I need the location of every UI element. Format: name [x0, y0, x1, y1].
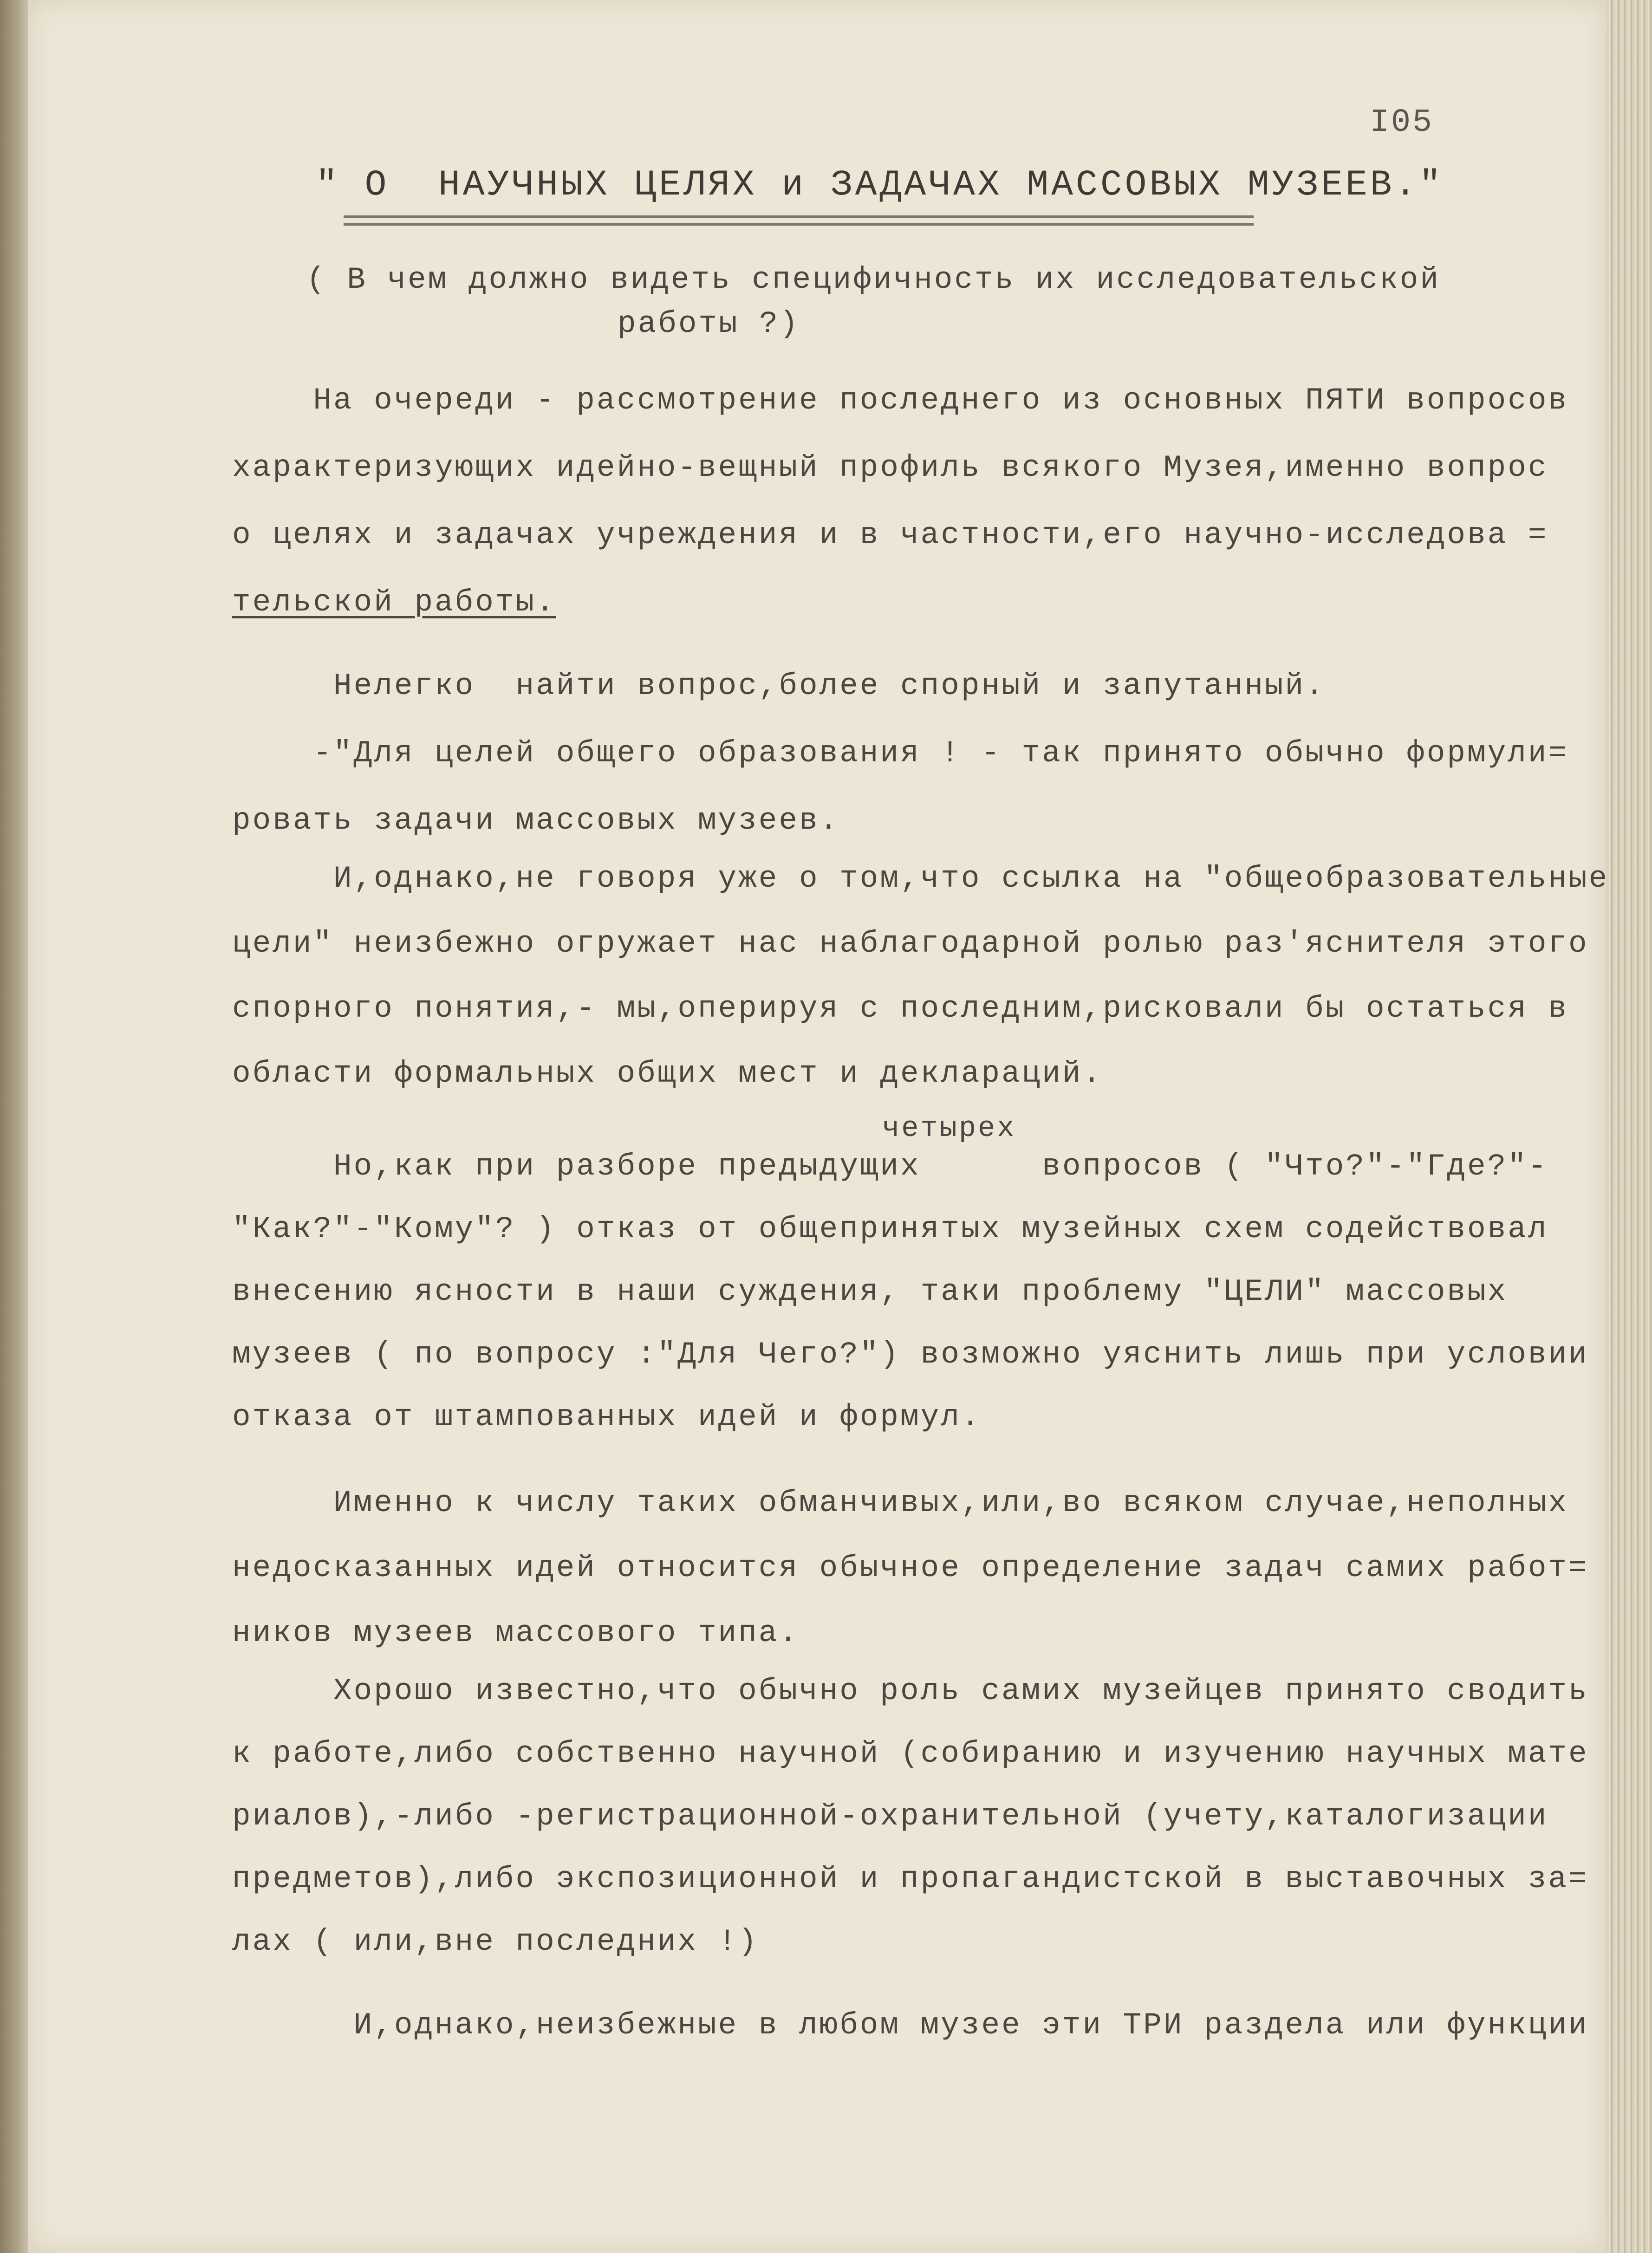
body-line: характеризующих идейно-вещный профиль всякого Музея,именно вопрос — [232, 450, 1548, 485]
body-line: риалов),-либо -регистрационной-охранительной (учету,каталогизации — [232, 1799, 1548, 1834]
body-line: Нелегко найти вопрос,более спорный и запутанный. — [232, 669, 1326, 703]
body-line: внесению ясности в наши суждения, таки проблему "ЦЕЛИ" массовых — [232, 1274, 1508, 1309]
body-line: ников музеев массового типа. — [232, 1616, 799, 1650]
body-line: И,однако,неизбежные в любом музее эти ТРИ раздела или функции — [232, 2008, 1589, 2043]
title-double-underline — [344, 213, 1254, 228]
body-line: На очереди - рассмотрение последнего из основных ПЯТИ вопросов — [232, 383, 1569, 418]
body-line: ровать задачи массовых музеев. — [232, 803, 840, 838]
body-line: цели" неизбежно огружает нас наблагодарной ролью раз'яснителя этого — [232, 926, 1589, 961]
body-line: "Как?"-"Кому"? ) отказ от общепринятых музейных схем содействовал — [232, 1212, 1548, 1247]
body-line: предметов),либо экспозиционной и пропагандистской в выставочных за= — [232, 1862, 1589, 1896]
body-line: -"Для целей общего образования ! - так принято обычно формули= — [232, 736, 1569, 771]
subtitle-line-1: ( В чем должно видеть специфичность их исследовательской — [306, 262, 1440, 297]
body-line: спорного понятия,- мы,оперируя с последним,рисковали бы остаться в — [232, 991, 1569, 1026]
body-line: отказа от штампованных идей и формул. — [232, 1400, 982, 1435]
page-number: I05 — [1370, 104, 1434, 141]
subtitle-line-2: работы ?) — [618, 306, 800, 341]
page-stack-edge — [1601, 0, 1652, 2253]
body-line: области формальных общих мест и деклараций. — [232, 1056, 1103, 1091]
body-line: лах ( или,вне последних !) — [232, 1924, 759, 1959]
interlinear-insertion: четырех — [882, 1112, 1016, 1145]
body-line: И,однако,не говоря уже о том,что ссылка на "общеобразовательные — [232, 861, 1609, 896]
body-line: к работе,либо собственно научной (собиранию и изучению научных мате — [232, 1736, 1589, 1771]
body-line: Но,как при разборе предыдущих вопросов ( "Что?"-"Где?"- — [232, 1149, 1548, 1184]
typewritten-page — [28, 0, 1609, 2253]
body-line: Хорошо известно,что обычно роль самих музейцев принято сводить — [232, 1674, 1589, 1708]
document-title: " О НАУЧНЫХ ЦЕЛЯХ и ЗАДАЧАХ МАССОВЫХ МУЗЕЕВ." — [316, 165, 1444, 206]
body-line: Именно к числу таких обманчивых,или,во всяком случае,неполных — [232, 1486, 1569, 1520]
body-line: тельской работы. — [232, 585, 556, 620]
body-line: музеев ( по вопросу :"Для Чего?") возможно уяснить лишь при условии — [232, 1337, 1589, 1372]
body-line: недосказанных идей относится обычное определение задач самих работ= — [232, 1551, 1589, 1585]
body-line: о целях и задачах учреждения и в частности,его научно-исследова = — [232, 518, 1548, 552]
